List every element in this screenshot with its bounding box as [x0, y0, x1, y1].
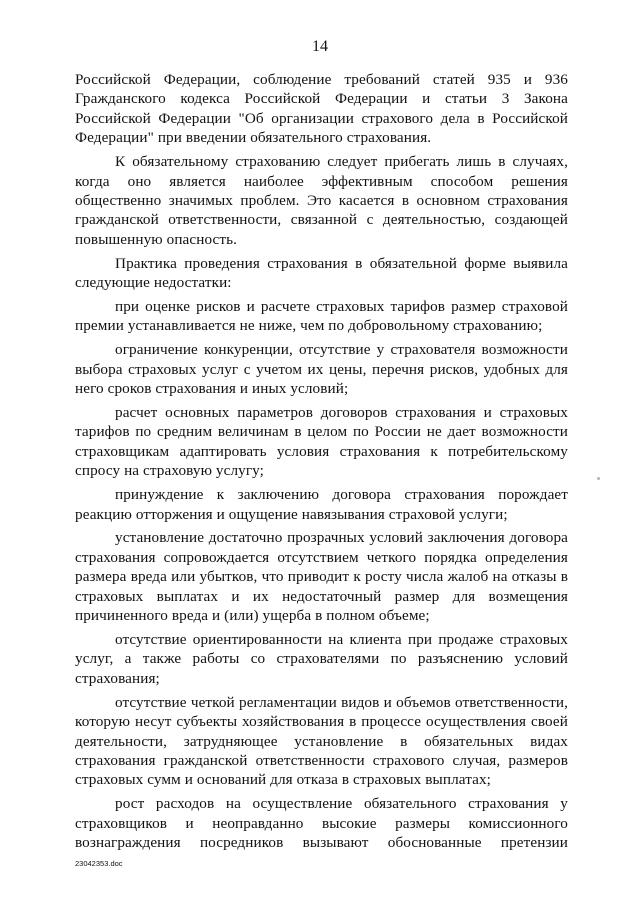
paragraph-4: при оценке рисков и расчете страховых тарифов размер страховой премии устанавливается не ниже, чем по добровольному страхованию;	[75, 297, 568, 335]
footer-filename: 23042353.doc	[75, 859, 123, 868]
paragraph-9: отсутствие ориентированности на клиента при продаже страховых услуг, а также работы со страхователями по разъяснению условий страхования;	[75, 630, 568, 687]
paragraph-6: расчет основных параметров договоров страхования и страховых тарифов по средним величинам в целом по России не дает возможности страховщикам адаптировать условия страхования к потребительскому спросу на страховую услугу;	[75, 404, 568, 480]
paragraph-3: Практика проведения страхования в обязательной форме выявила следующие недостатки:	[75, 254, 568, 292]
paragraph-5: ограничение конкуренции, отсутствие у страхователя возможности выбора страховых услуг с учетом их цены, перечня рисков, удобных для него сроков страхования и иных условий;	[75, 341, 568, 398]
page-number: 14	[312, 38, 328, 55]
paragraph-7: принуждение к заключению договора страхования порождает реакцию отторжения и ощущение навязывания страховой услуги;	[75, 486, 568, 523]
body-text	[75, 70, 568, 857]
paragraph-2: К обязательному страхованию следует прибегать лишь в случаях, когда оно является наиболее эффективным способом решения общественно значимых проблем. Это касается в основном страхования гражданской ответственности, связанной с деятельностью, создающей повышенную опасность.	[75, 153, 568, 248]
paragraph-8: установление достаточно прозрачных условий заключения договора страхования сопровождается отсутствием четкого порядка определения размера вреда или убытков, что приводит к росту числа жалоб на отказы в страховых выплатах и их недостаточный размер для возмещения причиненного вреда и (или) ущерба в полном объеме;	[75, 529, 568, 625]
paragraph-10: отсутствие четкой регламентации видов и объемов ответственности, которую несут субъекты хозяйствования в процессе осуществления своей деятельности, затрудняющее установление в обязательных видах страхования гражданской ответственности страхового случая, размеров страховых сумм и оснований для отказа в страховых выплатах;	[75, 693, 568, 789]
scan-speck	[597, 477, 600, 480]
paragraph-1: Российской Федерации, соблюдение требований статей 935 и 936 Гражданского кодекса Российской Федерации и статьи 3 Закона Российской Федерации "Об организации страхового дела в Российской Федерации" при введении обязательного страхования.	[75, 71, 568, 147]
paragraph-11: рост расходов на осуществление обязательного страхования у страховщиков и неоправданно высокие размеры комиссионного вознаграждения посредников вызывают обоснованные претензии	[75, 795, 568, 852]
